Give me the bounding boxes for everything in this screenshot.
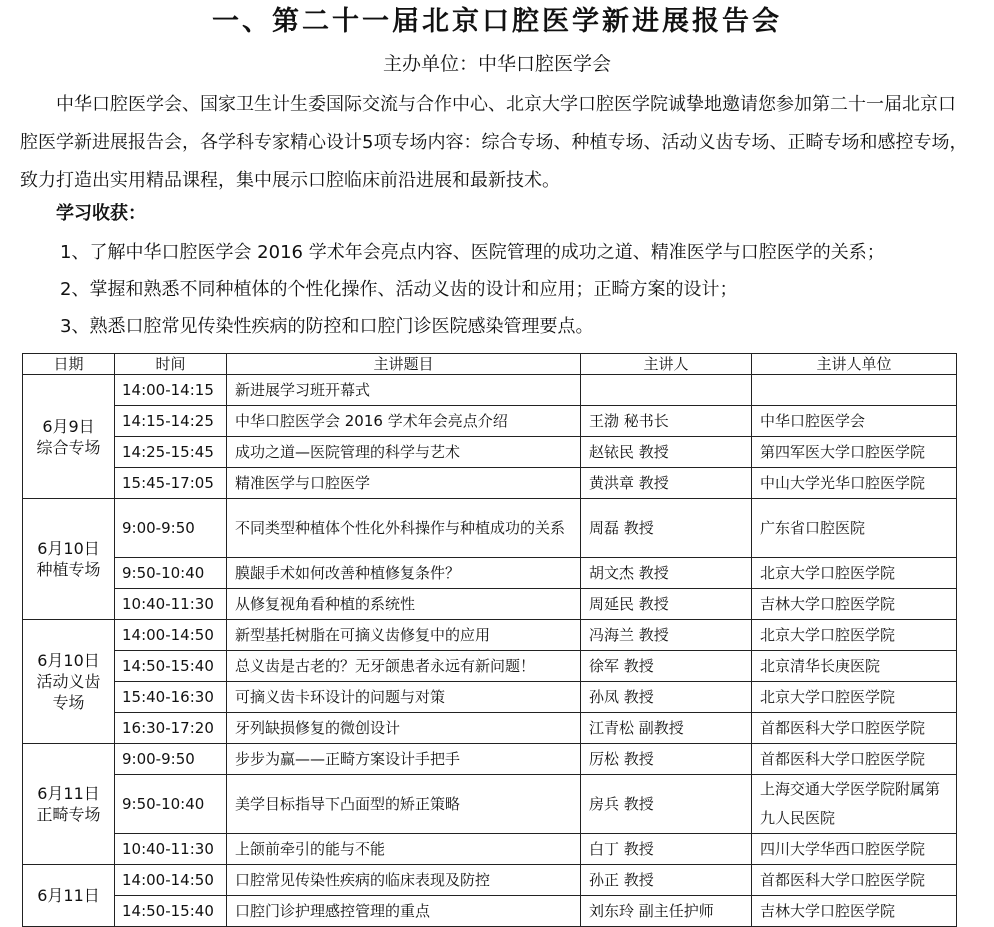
table-row <box>23 865 957 896</box>
topic-cell: 不同类型种植体个性化外科操作与种植成功的关系 <box>227 499 581 558</box>
affiliation-cell: 北京大学口腔医学院 <box>752 620 957 651</box>
time-cell: 10:40-11:30 <box>115 589 227 620</box>
table-row <box>23 558 957 589</box>
table-row <box>23 468 957 499</box>
time-cell: 9:00-9:50 <box>115 744 227 775</box>
header-topic: 主讲题目 <box>227 354 581 375</box>
affiliation-cell: 中华口腔医学会 <box>752 406 957 437</box>
time-cell: 14:50-15:40 <box>115 651 227 682</box>
affiliation-cell: 北京大学口腔医学院 <box>752 558 957 589</box>
topic-cell: 口腔门诊护理感控管理的重点 <box>227 896 581 927</box>
affiliation-cell: 吉林大学口腔医学院 <box>752 896 957 927</box>
time-cell: 9:50-10:40 <box>115 558 227 589</box>
topic-cell: 从修复视角看种植的系统性 <box>227 589 581 620</box>
speaker-cell: 徐军 教授 <box>581 651 752 682</box>
session-cell <box>23 375 115 499</box>
table-row <box>23 620 957 651</box>
topic-cell: 中华口腔医学会 2016 学术年会亮点介绍 <box>227 406 581 437</box>
header-date: 日期 <box>23 354 115 375</box>
table-row <box>23 682 957 713</box>
gains-item: 3、熟悉口腔常见传染性疾病的防控和口腔门诊医院感染管理要点。 <box>60 316 594 337</box>
table-row <box>23 896 957 927</box>
gains-item: 2、掌握和熟悉不同种植体的个性化操作、活动义齿的设计和应用；正畸方案的设计； <box>60 279 738 300</box>
affiliation-cell: 北京大学口腔医学院 <box>752 682 957 713</box>
time-cell: 15:40-16:30 <box>115 682 227 713</box>
session-name: 活动义齿专场 <box>36 672 101 712</box>
table-row <box>23 651 957 682</box>
session-date: 6月11日 <box>37 886 100 905</box>
speaker-cell: 孙凤 教授 <box>581 682 752 713</box>
time-cell: 14:15-14:25 <box>115 406 227 437</box>
schedule-table <box>22 353 957 927</box>
affiliation-cell: 上海交通大学医学院附属第九人民医院 <box>752 775 957 834</box>
speaker-cell: 孙正 教授 <box>581 865 752 896</box>
speaker-cell: 白丁 教授 <box>581 834 752 865</box>
time-cell: 9:00-9:50 <box>115 499 227 558</box>
session-date: 6月11日 <box>37 784 100 803</box>
time-cell: 9:50-10:40 <box>115 775 227 834</box>
session-cell <box>23 865 115 927</box>
topic-cell: 新进展学习班开幕式 <box>227 375 581 406</box>
gains-list <box>60 234 885 345</box>
affiliation-cell: 首都医科大学口腔医学院 <box>752 713 957 744</box>
gains-item: 1、了解中华口腔医学会 2016 学术年会亮点内容、医院管理的成功之道、精准医学与口腔医学的关系； <box>60 242 885 263</box>
affiliation-cell <box>752 375 957 406</box>
session-date: 6月9日 <box>42 416 95 436</box>
affiliation-cell: 首都医科大学口腔医学院 <box>752 865 957 896</box>
time-cell: 16:30-17:20 <box>115 713 227 744</box>
speaker-cell: 刘东玲 副主任护师 <box>581 896 752 927</box>
organizer-line: 主办单位：中华口腔医学会 <box>382 53 611 75</box>
topic-cell: 可摘义齿卡环设计的问题与对策 <box>227 682 581 713</box>
affiliation-cell: 北京清华长庚医院 <box>752 651 957 682</box>
schedule-body <box>23 375 957 927</box>
affiliation-cell: 中山大学光华口腔医学院 <box>752 468 957 499</box>
session-date: 6月10日 <box>37 539 100 558</box>
speaker-cell: 厉松 教授 <box>581 744 752 775</box>
speaker-cell: 赵铱民 教授 <box>581 437 752 468</box>
topic-cell: 步步为赢——正畸方案设计手把手 <box>227 744 581 775</box>
topic-cell: 精准医学与口腔医学 <box>227 468 581 499</box>
affiliation-cell: 首都医科大学口腔医学院 <box>752 744 957 775</box>
topic-cell: 成功之道—医院管理的科学与艺术 <box>227 437 581 468</box>
session-name: 种植专场 <box>36 560 101 579</box>
intro-paragraph: 中华口腔医学会、国家卫生计生委国际交流与合作中心、北京大学口腔医学院诚挚地邀请您参加第二十一届北京口腔医学新进展报告会，各学科专家精心设计5项专场内容：综合专场、种植专场、活动义齿专场、正畸专场和感控专场，致力打造出实用精品课程，集中展示口腔临床前沿进展和最新技术。 <box>20 94 968 191</box>
topic-cell: 口腔常见传染性疾病的临床表现及防控 <box>227 865 581 896</box>
speaker-cell: 房兵 教授 <box>581 775 752 834</box>
session-date: 6月10日 <box>37 651 100 670</box>
table-row <box>23 589 957 620</box>
header-speaker: 主讲人 <box>581 354 752 375</box>
table-header-row <box>23 354 957 375</box>
time-cell: 14:25-15:45 <box>115 437 227 468</box>
speaker-cell <box>581 375 752 406</box>
header-affiliation: 主讲人单位 <box>752 354 957 375</box>
table-row <box>23 499 957 558</box>
affiliation-cell: 吉林大学口腔医学院 <box>752 589 957 620</box>
session-cell <box>23 499 115 620</box>
speaker-cell: 胡文杰 教授 <box>581 558 752 589</box>
table-row <box>23 406 957 437</box>
session-cell <box>23 620 115 744</box>
speaker-cell: 周延民 教授 <box>581 589 752 620</box>
table-row <box>23 437 957 468</box>
time-cell: 14:00-14:50 <box>115 865 227 896</box>
table-row <box>23 775 957 834</box>
topic-cell: 总义齿是古老的？无牙颌患者永远有新问题！ <box>227 651 581 682</box>
topic-cell: 牙列缺损修复的微创设计 <box>227 713 581 744</box>
speaker-cell: 冯海兰 教授 <box>581 620 752 651</box>
session-name: 正畸专场 <box>36 805 101 824</box>
time-cell: 14:00-14:50 <box>115 620 227 651</box>
affiliation-cell: 四川大学华西口腔医学院 <box>752 834 957 865</box>
table-row <box>23 713 957 744</box>
topic-cell: 新型基托树脂在可摘义齿修复中的应用 <box>227 620 581 651</box>
header-time: 时间 <box>115 354 227 375</box>
time-cell: 15:45-17:05 <box>115 468 227 499</box>
table-row <box>23 375 957 406</box>
speaker-cell: 王渤 秘书长 <box>581 406 752 437</box>
gains-heading: 学习收获： <box>56 203 146 224</box>
topic-cell: 膜龈手术如何改善种植修复条件？ <box>227 558 581 589</box>
speaker-cell: 黄洪章 教授 <box>581 468 752 499</box>
page-title: 一、第二十一届北京口腔医学新进展报告会 <box>212 6 782 37</box>
time-cell: 14:00-14:15 <box>115 375 227 406</box>
session-cell <box>23 744 115 865</box>
time-cell: 10:40-11:30 <box>115 834 227 865</box>
affiliation-cell: 第四军医大学口腔医学院 <box>752 437 957 468</box>
table-row <box>23 834 957 865</box>
session-name: 综合专场 <box>36 437 101 457</box>
affiliation-cell: 广东省口腔医院 <box>752 499 957 558</box>
topic-cell: 上颌前牵引的能与不能 <box>227 834 581 865</box>
speaker-cell: 周磊 教授 <box>581 499 752 558</box>
time-cell: 14:50-15:40 <box>115 896 227 927</box>
table-row <box>23 744 957 775</box>
topic-cell: 美学目标指导下凸面型的矫正策略 <box>227 775 581 834</box>
speaker-cell: 江青松 副教授 <box>581 713 752 744</box>
